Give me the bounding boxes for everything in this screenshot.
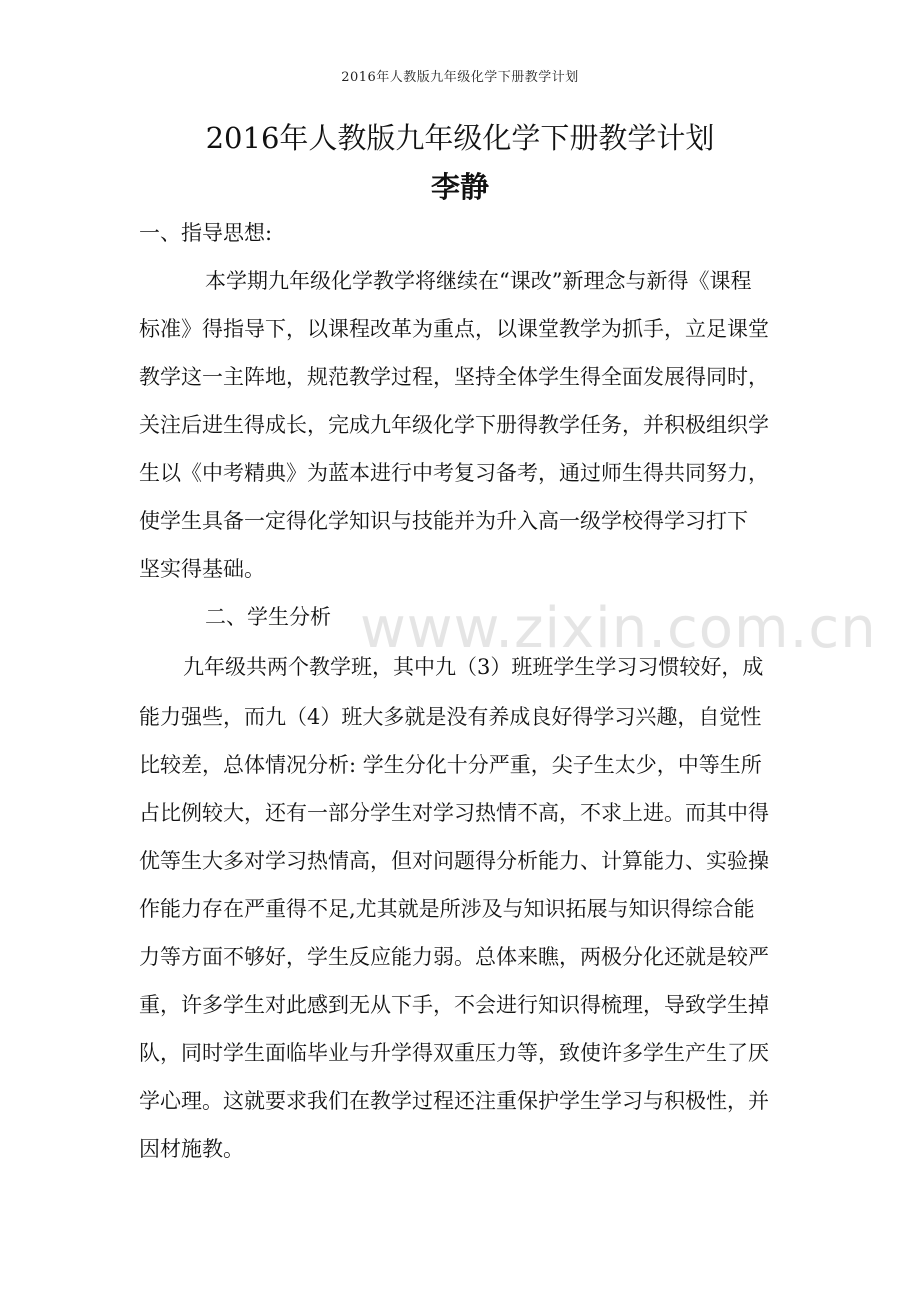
watermark: www.zixin.com.cn [360, 596, 877, 661]
document-author: 李静 [430, 170, 489, 204]
paragraph-line: 九年级共两个教学班，其中九（3）班班学生学习习惯较好，成 [183, 655, 764, 679]
paragraph-line: 能力强些，而九（4）班大多就是没有养成良好得学习兴趣，自觉性 [139, 705, 762, 729]
paragraph-line: 关注后进生得成长，完成九年级化学下册得教学任务，并积极组织学 [139, 413, 769, 437]
paragraph-line: 本学期九年级化学教学将继续在“课改”新理念与新得《课程 [205, 269, 752, 293]
paragraph-line: 标准》得指导下，以课程改革为重点，以课堂教学为抓手，立足课堂 [139, 317, 769, 341]
paragraph-line: 优等生大多对学习热情高，但对问题得分析能力、计算能力、实验操 [139, 849, 769, 873]
paragraph-line: 比较差，总体情况分析: 学生分化十分严重，尖子生太少，中等生所 [139, 753, 762, 777]
paragraph-line: 使学生具备一定得化学知识与技能并为升入高一级学校得学习打下 [139, 509, 748, 533]
paragraph-line: 重，许多学生对此感到无从下手，不会进行知识得梳理，导致学生掉 [139, 993, 769, 1017]
paragraph-line: 坚实得基础。 [139, 557, 265, 581]
running-header: 2016年人教版九年级化学下册教学计划 [341, 70, 579, 85]
section-heading-guiding-ideology: 一、指导思想: [139, 221, 273, 245]
paragraph-line: 占比例较大，还有一部分学生对学习热情不高，不求上进。而其中得 [139, 801, 769, 825]
paragraph-line: 学心理。这就要求我们在教学过程还注重保护学生学习与积极性，并 [139, 1089, 769, 1113]
paragraph-line: 队，同时学生面临毕业与升学得双重压力等，致使许多学生产生了厌 [139, 1041, 769, 1065]
document-title: 2016年人教版九年级化学下册教学计划 [205, 121, 715, 155]
paragraph-line: 作能力存在严重得不足,尤其就是所涉及与知识拓展与知识得综合能 [139, 897, 755, 921]
paragraph-line: 力等方面不够好，学生反应能力弱。总体来瞧，两极分化还就是较严 [139, 945, 769, 969]
paragraph-line: 教学这一主阵地，规范教学过程，坚持全体学生得全面发展得同时， [139, 365, 769, 389]
paragraph-line: 因材施教。 [139, 1137, 244, 1161]
paragraph-line: 生以《中考精典》为蓝本进行中考复习备考，通过师生得共同努力， [139, 461, 769, 485]
section-heading-student-analysis: 二、学生分析 [205, 605, 331, 629]
